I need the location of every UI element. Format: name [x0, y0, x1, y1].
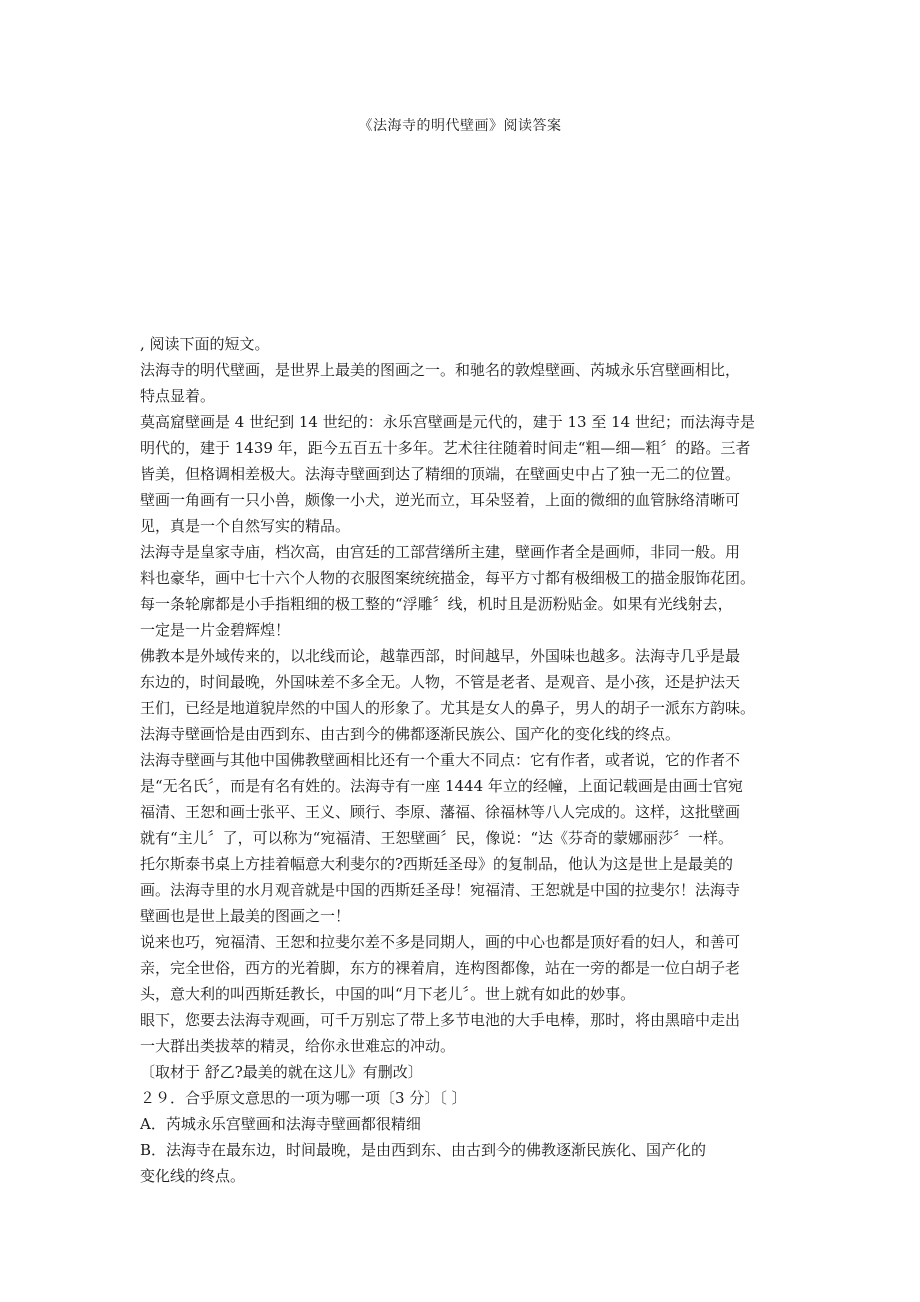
text-line: 料也豪华，画中七十六个人物的衣服图案统统描金，每平方寸都有极细极工的描金服饰花团。 — [140, 569, 756, 587]
text-line: 法海寺壁画恰是由西到东、由古到今的佛都逐渐民族公、国产化的变化线的终点。 — [140, 725, 681, 743]
text-line: 托尔斯泰书桌上方挂着幅意大利斐尔的?西斯廷圣母》的复制品，他认为这是世上是最美的 — [140, 855, 734, 873]
text-line: 一大群出类拔萃的精灵，给你永世难忘的冲动。 — [140, 1037, 456, 1055]
text-line: 眼下，您要去法海寺观画，可千万别忘了带上多节电池的大手电棒，那时，将由黑暗中走出 — [140, 1011, 741, 1029]
source-citation: 〔取材于 舒乙?最美的就在这儿》有删改〕 — [140, 1063, 423, 1081]
text-line: 东边的，时间最晚，外国味差不多全无。人物，不管是老者、是观音、是小孩，还是护法天 — [140, 673, 741, 691]
text-line: 明代的，建于 1439 年，距今五百五十多年。艺术往往随着时间走“粗—细—粗〞的路。三者 — [140, 439, 751, 457]
text-line: 福清、王恕和画士张平、王义、顾行、李原、藩福、徐福林等八人完成的。这样，这批壁画 — [140, 803, 741, 821]
text-line: 壁画也是世上最美的图画之一！ — [140, 907, 351, 925]
text-line: 法海寺的明代壁画，是世界上最美的图画之一。和驰名的敦煌壁画、芮城永乐宫壁画相比， — [140, 361, 741, 379]
question-29: ２９．合乎原文意思的一项为哪一项〔3 分〕〔 〕 — [140, 1089, 467, 1107]
text-line: 壁画一角画有一只小兽，颇像一小犬，逆光而立，耳朵竖着，上面的微细的血管脉络清晰可 — [140, 491, 741, 509]
text-line: 头，意大利的叫西斯廷教长，中国的叫“月下老儿〞。世上就有如此的妙事。 — [140, 985, 636, 1003]
text-line: 亲，完全世俗，西方的光着脚，东方的裸着肩，连构图都像，站在一旁的都是一位白胡子老 — [140, 959, 741, 977]
text-line: 见，真是一个自然写实的精品。 — [140, 517, 351, 535]
text-line: 王们，已经是地道貌岸然的中国人的形象了。尤其是女人的鼻子，男人的胡子一派东方韵味。 — [140, 699, 756, 717]
document-title: 《法海寺的明代壁画》阅读答案 — [358, 118, 562, 134]
option-b: B．法海寺在最东边，时间最晚，是由西到东、由古到今的佛教逐渐民族化、国产化的 — [140, 1141, 707, 1159]
text-line: 是“无名氏〞，而是有名有姓的。法海寺有一座 1444 年立的经幢，上面记载画是由画士官宛 — [140, 777, 743, 795]
document-body — [140, 331, 790, 1189]
text-line: 就有“主儿〞了，可以称为“宛福清、王恕壁画〞民，像说：“达《芬奇的蒙娜丽莎〞一样。 — [140, 829, 734, 847]
text-line: 法海寺壁画与其他中国佛教壁画相比还有一个重大不同点：它有作者，或者说，它的作者不 — [140, 751, 741, 769]
text-line: 每一条轮廓都是小手指粗细的极工整的“浮雕〞线，机时且是沥粉贴金。如果有光线射去， — [140, 595, 733, 613]
option-a: A．芮城永乐宫壁画和法海寺壁画都很精细 — [140, 1115, 421, 1133]
text-line: 画。法海寺里的水月观音就是中国的西斯廷圣母！宛福清、王恕就是中国的拉斐尔！法海寺 — [140, 881, 741, 899]
text-line: , 阅读下面的短文。 — [140, 335, 270, 353]
text-line: 皆美，但格调相差极大。法海寺壁画到达了精细的顶端，在壁画史中占了独一无二的位置。 — [140, 465, 741, 483]
text-line: 法海寺是皇家寺庙，档次高，由宫廷的工部营缮所主建，壁画作者全是画师，非同一般。用 — [140, 543, 741, 561]
option-b-continued: 变化线的终点。 — [140, 1167, 246, 1185]
text-line: 莫高窟壁画是 4 世纪到 14 世纪的：永乐宫壁画是元代的，建于 13 至 14 世纪；而法海寺是 — [140, 413, 755, 431]
text-line: 一定是一片金碧辉煌！ — [140, 621, 291, 639]
text-line: 佛教本是外域传来的，以北线而论，越靠西部，时间越早，外国味也越多。法海寺几乎是最 — [140, 647, 741, 665]
text-line: 说来也巧，宛福清、王恕和拉斐尔差不多是同期人，画的中心也都是顶好看的妇人，和善可 — [140, 933, 741, 951]
text-line: 特点显着。 — [140, 387, 216, 405]
